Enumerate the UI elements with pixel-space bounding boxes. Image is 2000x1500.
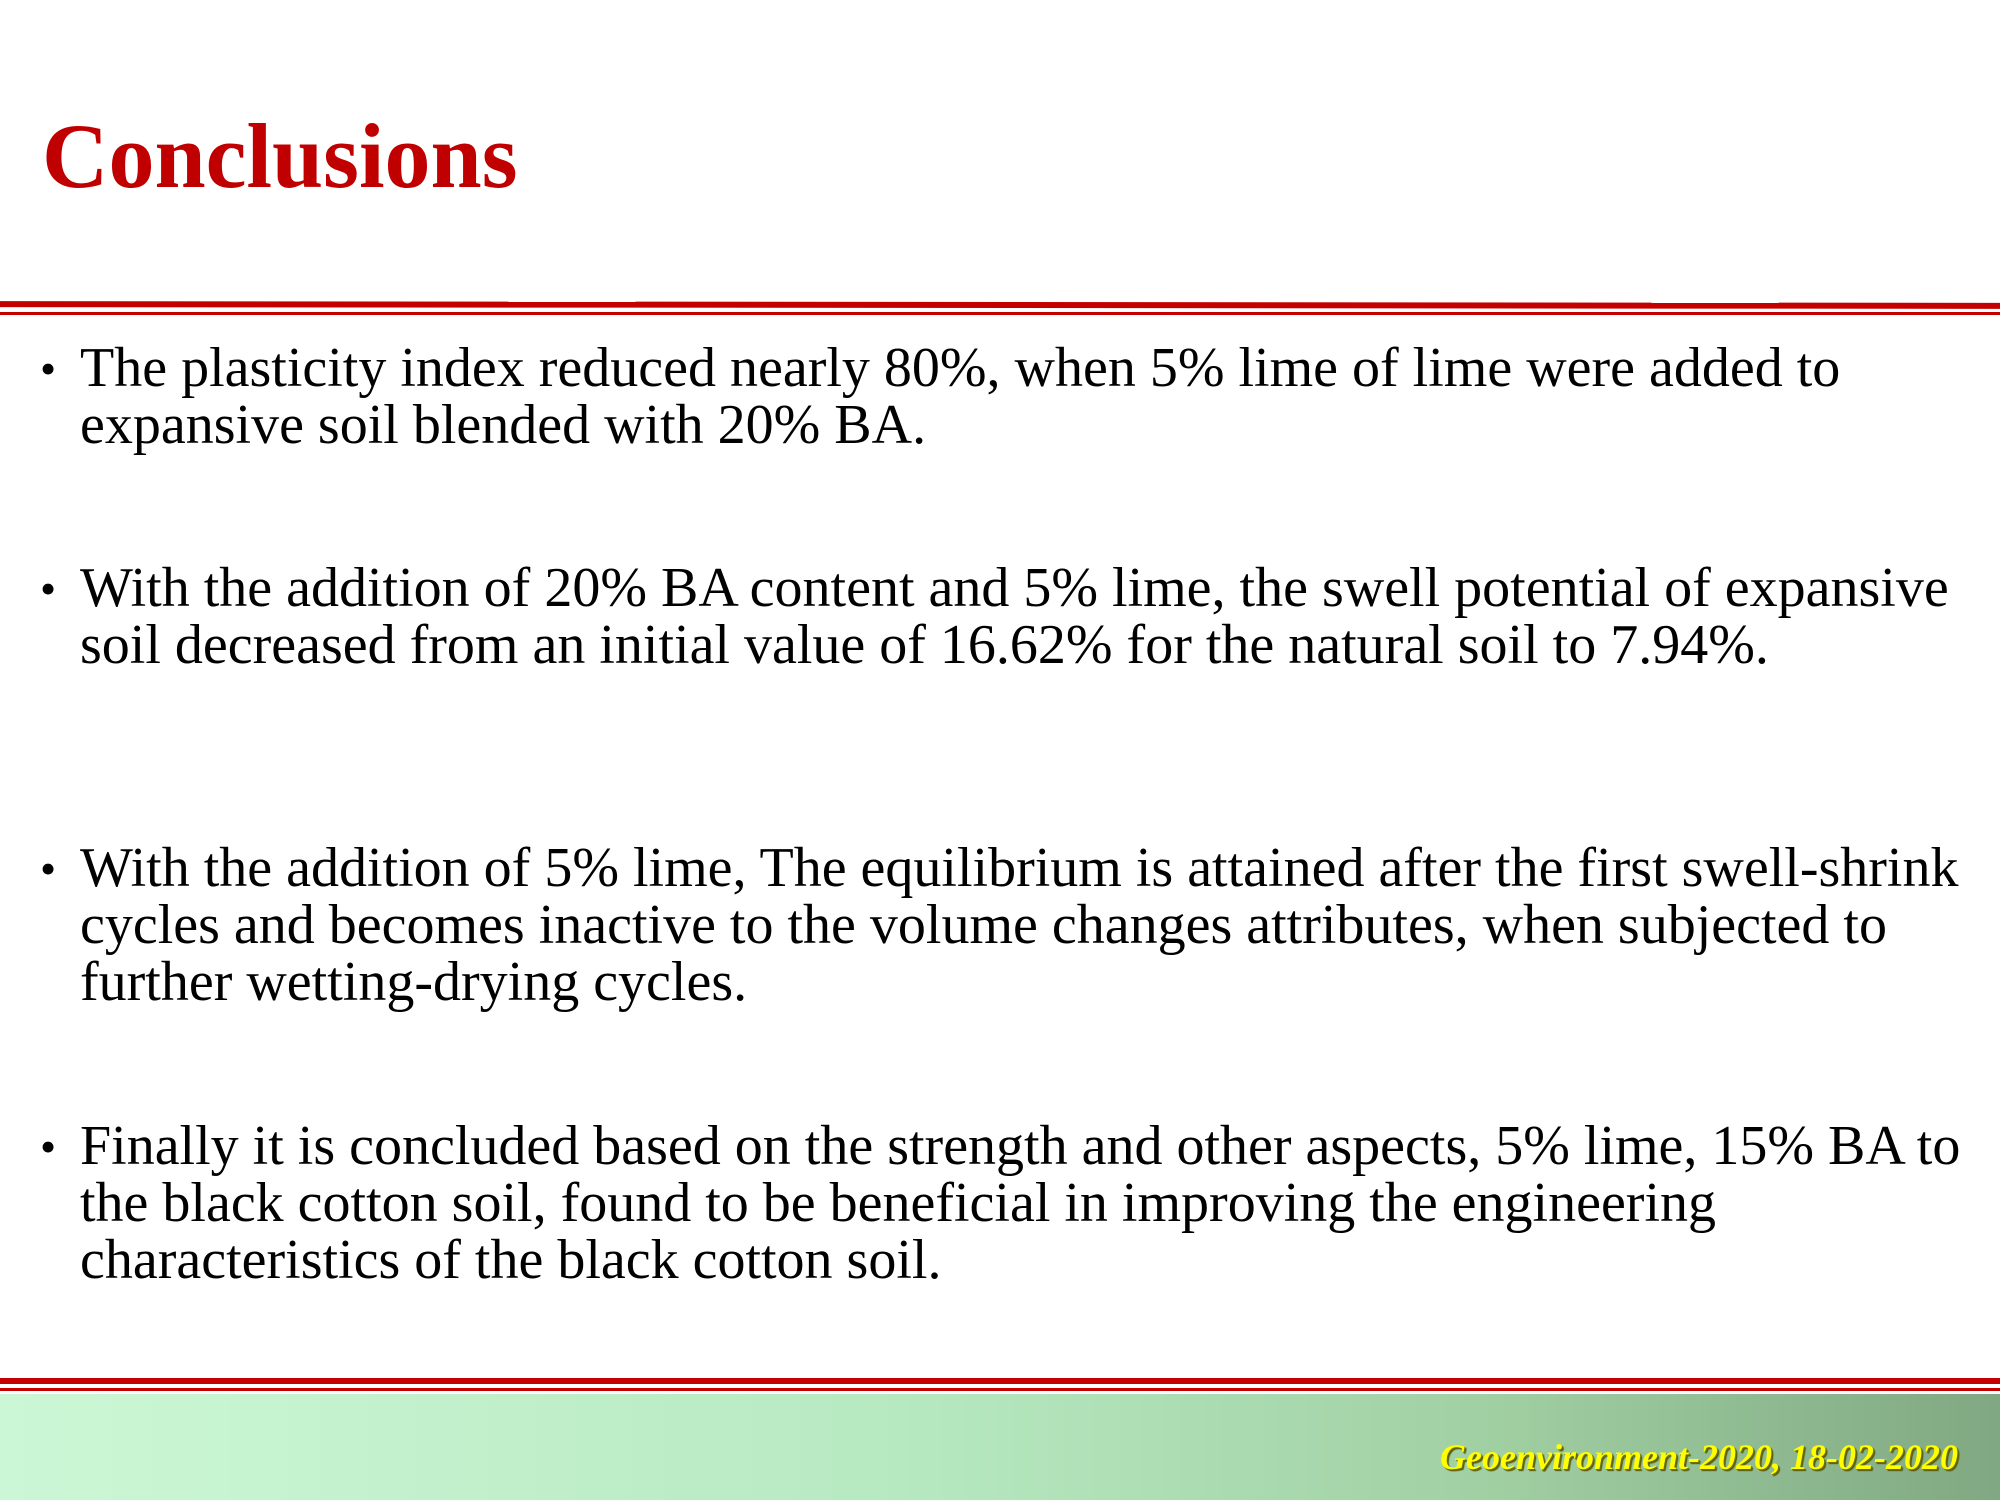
bullet-icon: • [40,563,57,614]
title-divider [0,302,2000,316]
bullet-text: With the addition of 20% BA content and 5% lime, the swell potential of expansive soil decreased from an initial value of 16.62% for the natural soil to 7.94%. [80,557,1949,676]
bullet-icon: • [40,343,57,394]
title-divider-thick-line [0,301,2000,309]
footer-conference-label: Geoenvironment-2020, 18-02-2020 [1440,1437,1958,1477]
bullet-icon: • [40,1121,57,1172]
list-item [36,557,1966,676]
list-item [36,1115,1966,1291]
footer-divider [0,1378,2000,1392]
footer-divider-thin-line [0,1388,2000,1391]
list-item [36,837,1966,1013]
list-item [36,337,1966,456]
footer-divider-thick-line [0,1378,2000,1384]
bullet-text: Finally it is concluded based on the strength and other aspects, 5% lime, 15% BA to the black cotton soil, found to be beneficial in improving the engineering characteristics of the black cotton soil. [80,1115,1961,1291]
title-divider-thin-line [0,312,2000,315]
slide-title: Conclusions [42,105,518,207]
bullet-text: With the addition of 5% lime, The equilibrium is attained after the first swell-shrink cycles and becomes inactive to the volume changes attributes, when subjected to further wetting-drying cycles. [80,837,1959,1013]
bullet-icon: • [40,843,57,894]
bullet-text: The plasticity index reduced nearly 80%, when 5% lime of lime were added to expansive soil blended with 20% BA. [80,337,1841,456]
footer-band [0,1394,2000,1500]
